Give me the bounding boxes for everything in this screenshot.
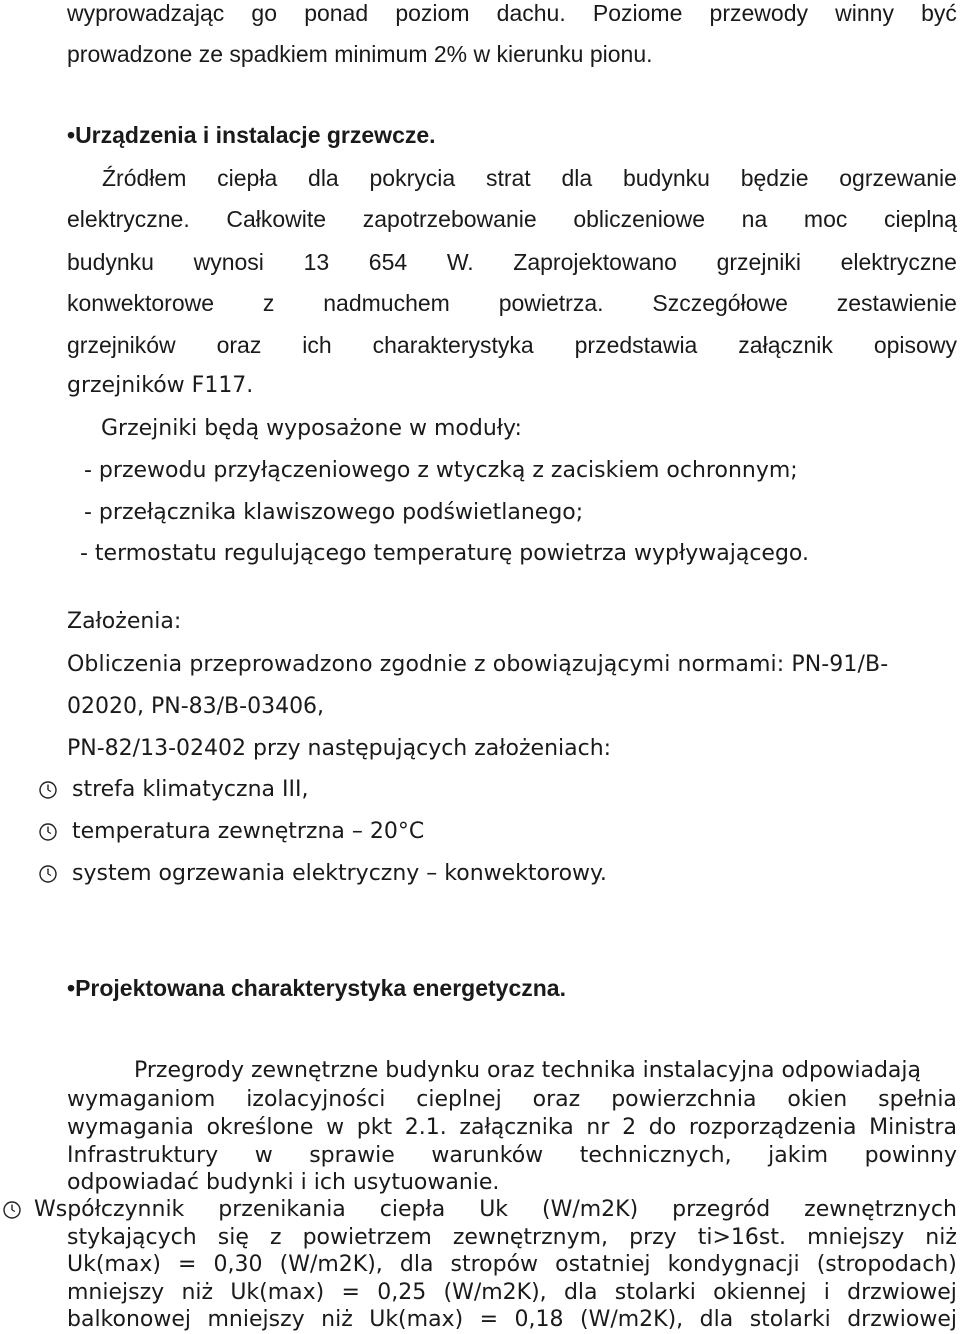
word: stolarki — [614, 1280, 696, 1305]
word: Uk — [479, 1197, 509, 1222]
word: z — [262, 290, 275, 316]
word: 0,30 — [213, 1252, 263, 1277]
text-line — [67, 1252, 957, 1278]
word: winny — [835, 0, 894, 26]
word: w — [254, 1143, 273, 1168]
word: być — [921, 0, 957, 26]
word: zewnętrznych — [804, 1197, 957, 1222]
word: (W/m2K), — [580, 1307, 684, 1332]
word: z — [269, 1225, 282, 1250]
text-line: prowadzone ze spadkiem minimum 2% w kierunku pionu. — [67, 41, 653, 67]
word: i — [823, 1280, 830, 1305]
word: dla — [399, 1252, 434, 1277]
word: Uk(max) — [369, 1307, 464, 1332]
text-line — [67, 1280, 957, 1306]
word: pkt — [356, 1115, 393, 1140]
word: ostatniej — [555, 1252, 651, 1277]
word: poziom — [395, 0, 470, 26]
word: spełnia — [878, 1087, 957, 1112]
word: załącznik — [738, 332, 833, 358]
word: niż — [925, 1225, 957, 1250]
word: załącznika — [459, 1115, 574, 1140]
word: mniejszy — [807, 1225, 905, 1250]
section-heading — [67, 975, 566, 1001]
word: jakim — [768, 1143, 829, 1168]
text-line — [67, 249, 957, 275]
word: nadmuchem — [323, 290, 450, 316]
word: budynku — [622, 165, 710, 191]
word: zapotrzebowanie — [362, 206, 537, 232]
text-line — [67, 1225, 957, 1251]
word: dla — [561, 165, 593, 191]
word: 2 — [622, 1115, 637, 1140]
word: dachu. — [496, 0, 566, 26]
word: ciepła — [217, 165, 278, 191]
word: Uk(max) — [67, 1252, 161, 1277]
word: Szczegółowe — [652, 290, 788, 316]
word: 0,25 — [377, 1280, 427, 1305]
word: zestawienie — [836, 290, 957, 316]
word: go — [251, 0, 278, 26]
word: na — [741, 206, 768, 232]
word: Całkowite — [226, 206, 327, 232]
word: = — [341, 1280, 360, 1305]
word: przy — [629, 1225, 677, 1250]
word: wynosi — [193, 249, 264, 275]
word: okiennej — [713, 1280, 807, 1305]
word: Infrastruktury — [67, 1143, 219, 1168]
text-line — [67, 290, 957, 316]
text-line — [67, 332, 957, 358]
word: ich — [302, 332, 332, 358]
text-line: odpowiadać budynki i ich usytuowanie. — [67, 1170, 500, 1195]
modules-intro: Grzejniki będą wyposażone w moduły: — [101, 416, 522, 441]
word: charakterystyka — [372, 332, 534, 358]
word: wyprowadzając — [67, 0, 225, 26]
word: wymaganiom — [67, 1087, 216, 1112]
word: wymagania — [67, 1115, 194, 1140]
word: elektryczne — [840, 249, 957, 275]
word: cieplnej — [416, 1087, 502, 1112]
word: stolarki — [749, 1307, 831, 1332]
word: do — [648, 1115, 677, 1140]
word: opisowy — [873, 332, 957, 358]
text-line: grzejników F117. — [67, 373, 254, 398]
word: 654 — [368, 249, 408, 275]
word: ogrzewanie — [839, 165, 957, 191]
word: budynku — [67, 249, 154, 275]
word: technicznych, — [579, 1143, 732, 1168]
word: = — [479, 1307, 499, 1332]
assumption-item: temperatura zewnętrzna – 20°C — [72, 819, 425, 844]
text-line — [67, 1307, 957, 1333]
word: pokrycia — [369, 165, 456, 191]
clock-icon — [38, 780, 58, 800]
word: Zaprojektowano — [513, 249, 677, 275]
word: przenikania — [218, 1197, 346, 1222]
text-line — [67, 0, 957, 26]
word: niż — [181, 1280, 214, 1305]
word: Współczynnik — [34, 1197, 185, 1222]
word: będzie — [740, 165, 809, 191]
word: Uk(max) — [230, 1280, 325, 1305]
heading-text: Urządzenia i instalacje grzewcze. — [75, 122, 436, 148]
word: zewnętrznym, — [452, 1225, 609, 1250]
word: w — [326, 1115, 345, 1140]
assumption-item: system ogrzewania elektryczny – konwektorowy. — [72, 861, 607, 886]
module-item: - przełącznika klawiszowego podświetlanego; — [84, 500, 584, 525]
word: grzejniki — [716, 249, 801, 275]
word: się — [217, 1225, 249, 1250]
word: nr — [586, 1115, 610, 1140]
word: (stropodach) — [816, 1252, 957, 1277]
word: okien — [787, 1087, 848, 1112]
word: drzwiowej — [847, 1307, 957, 1332]
word: izolacyjności — [246, 1087, 386, 1112]
word: = — [178, 1252, 197, 1277]
word: balkonowej — [67, 1307, 192, 1332]
word: przedstawia — [574, 332, 698, 358]
word: (W/m2K) — [542, 1197, 639, 1222]
word: mniejszy — [67, 1280, 165, 1305]
assumptions-label: Założenia: — [67, 609, 182, 634]
word: ponad — [304, 0, 369, 26]
word: 13 — [303, 249, 330, 275]
word: konwektorowe — [67, 290, 215, 316]
word: moc — [803, 206, 848, 232]
clock-icon — [38, 822, 58, 842]
bullet-dot: • — [67, 122, 76, 148]
word: (W/m2K), — [443, 1280, 547, 1305]
word: oraz — [532, 1087, 581, 1112]
word: rozporządzenia — [688, 1115, 857, 1140]
text-line: PN-82/13-02402 przy następujących założeniach: — [67, 736, 612, 761]
text-line: Przegrody zewnętrzne budynku oraz technika instalacyjna odpowiadają — [134, 1058, 922, 1083]
word: drzwiowej — [847, 1280, 957, 1305]
text-line — [34, 1197, 957, 1223]
word: niż — [321, 1307, 353, 1332]
word: Źródłem — [102, 165, 187, 191]
word: powietrza. — [498, 290, 604, 316]
section-heading — [67, 122, 436, 148]
text-line — [67, 1115, 957, 1141]
word: grzejników — [67, 332, 176, 358]
text-line — [67, 206, 957, 232]
word: cieplną — [884, 206, 957, 232]
word: warunków — [431, 1143, 544, 1168]
word: określone — [206, 1115, 314, 1140]
word: powietrzem — [302, 1225, 432, 1250]
word: przegród — [672, 1197, 771, 1222]
word: stykających — [67, 1225, 197, 1250]
word: obliczeniowe — [573, 206, 706, 232]
word: powierzchnia — [611, 1087, 757, 1112]
module-item: - termostatu regulującego temperaturę powietrza wypływającego. — [80, 541, 809, 566]
word: dla — [699, 1307, 734, 1332]
word: (W/m2K), — [279, 1252, 383, 1277]
word: stropów — [450, 1252, 539, 1277]
word: elektryczne. — [67, 206, 190, 232]
text-line — [67, 1087, 957, 1113]
word: powinny — [864, 1143, 957, 1168]
word: ciepła — [379, 1197, 446, 1222]
word: W. — [446, 249, 474, 275]
word: 0,18 — [514, 1307, 564, 1332]
text-line — [67, 1143, 957, 1169]
word: Poziome — [592, 0, 683, 26]
text-line: 02020, PN-83/B-03406, — [67, 694, 325, 719]
word: ti>16st. — [697, 1225, 786, 1250]
word: oraz — [216, 332, 262, 358]
heading-text: Projektowana charakterystyka energetyczna. — [75, 975, 566, 1001]
bullet-dot: • — [67, 975, 76, 1001]
module-item: - przewodu przyłączeniowego z wtyczką z zaciskiem ochronnym; — [84, 458, 798, 483]
word: 2.1. — [404, 1115, 447, 1140]
word: Ministra — [869, 1115, 957, 1140]
word: dla — [563, 1280, 598, 1305]
word: kondygnacji — [667, 1252, 800, 1277]
word: przewody — [709, 0, 808, 26]
text-line: Obliczenia przeprowadzono zgodnie z obowiązującymi normami: PN-91/B- — [67, 652, 889, 677]
word: strat — [485, 165, 531, 191]
clock-icon — [38, 864, 58, 884]
word: sprawie — [309, 1143, 395, 1168]
assumption-item: strefa klimatyczna III, — [72, 777, 309, 802]
word: mniejszy — [207, 1307, 305, 1332]
word: dla — [308, 165, 339, 191]
clock-icon — [2, 1200, 22, 1220]
text-line — [102, 165, 957, 191]
